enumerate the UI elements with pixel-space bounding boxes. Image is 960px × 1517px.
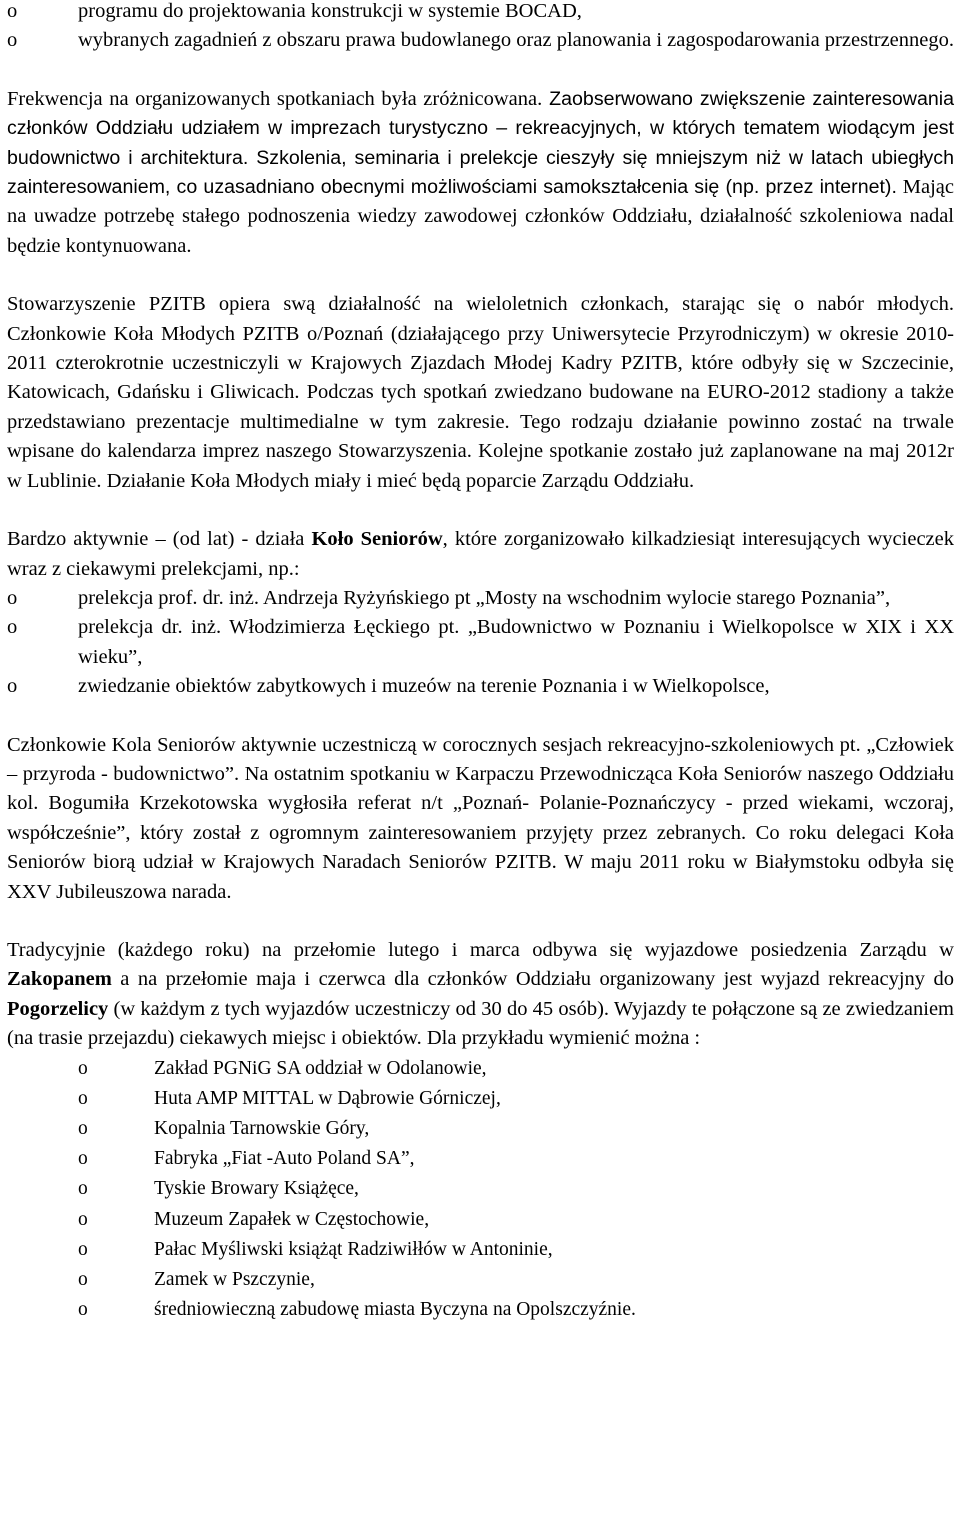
list-item: o Zamek w Pszczynie, <box>7 1265 954 1295</box>
places-bullet-list <box>7 1054 954 1326</box>
bullet-icon: o <box>7 0 18 22</box>
bullet-icon: o <box>78 1118 88 1139</box>
list-item: o Pałac Myśliwski książąt Radziwiłłów w Antoninie, <box>7 1235 954 1265</box>
list-item: o prelekcja dr. inż. Włodzimierza Łęckiego pt. „Budownictwo w Poznaniu i Wielkopolsce w XIX i XX wieku”, <box>7 613 954 672</box>
pogorzelica-label: Pogorzelicy <box>7 997 109 1020</box>
list-item: o wybranych zagadnień z obszaru prawa budowlanego oraz planowania i zagospodarowania przestrzennego. <box>7 26 954 55</box>
bullet-icon: o <box>7 675 18 698</box>
bullet-icon: o <box>7 29 18 52</box>
bullet-icon: o <box>78 1087 88 1109</box>
list-item: o Muzeum Zapałek w Częstochowie, <box>7 1205 954 1235</box>
paragraph-seniors-intro: Bardzo aktywnie – (od lat) - działa Koło Seniorów, które zorganizowało kilkadziesiąt interesujących wycieczek wraz z ciekawymi prelekcjami, np.: <box>7 528 954 580</box>
bullet-icon: o <box>78 1148 88 1170</box>
list-item: o średniowieczną zabudowę miasta Byczyna na Opolszczyźnie. <box>7 1295 954 1325</box>
list-item: o Kopalnia Tarnowskie Góry, <box>7 1114 954 1144</box>
bullet-icon: o <box>7 616 18 639</box>
list-item: o Fabryka „Fiat -Auto Poland SA”, <box>7 1144 954 1174</box>
bullet-icon: o <box>78 1299 88 1321</box>
bullet-icon: o <box>78 1178 88 1200</box>
list-item: o Huta AMP MITTAL w Dąbrowie Górniczej, <box>7 1084 954 1114</box>
bullet-icon: o <box>78 1057 88 1079</box>
paragraph-seniors-activity: Członkowie Kola Seniorów aktywnie uczestniczą w corocznych sesjach rekreacyjno-szkoleniowych pt. „Człowiek – przyroda - budownictwo”. Na ostatnim spotkaniu w Karpaczu Przewodnicząca Koła Seniorów naszego Oddziału kol. Bogumiła Krzekotowska wygłosiła referat n/t „Poznań- Polanie-Poznańczycy - przed wiekami, wczoraj, współcześnie”, który został z ogromnym zainteresowaniem przyjęty przez zebranych. Co roku delegaci Koła Seniorów biorą udział w Krajowych Naradach Seniorów PZITB. W maju 2011 roku w Białymstoku odbyła się XXV Jubileuszowa narada. <box>7 733 954 903</box>
top-bullet-list <box>7 0 954 56</box>
seniors-bullet-list <box>7 584 954 702</box>
list-item: o zwiedzanie obiektów zabytkowych i muzeów na terenie Poznania i w Wielkopolsce, <box>7 672 954 701</box>
list-item: o prelekcja prof. dr. inż. Andrzeja Ryżyńskiego pt „Mosty na wschodnim wylocie starego Poznania”, <box>7 584 954 613</box>
paragraph-young-members: Stowarzyszenie PZITB opiera swą działalność na wieloletnich członkach, starając się o nabór młodych. Członkowie Koła Młodych PZITB o/Poznań (działającego przy Uniwersytecie Przyrodniczym) w okresie 2010-2011 czterokrotnie uczestniczyli w Krajowych Zjazdach Młodej Kadry PZITB, które odbyły się w Szczecinie, Katowicach, Gdańsku i Gliwicach. Podczas tych spotkań zwiedzano budowane na EURO-2012 stadiony a także przedstawiano prezentacje multimedialne w tym zakresie. Tego rodzaju działanie powinno zostać na trwale wpisane do kalendarza imprez naszego Stowarzyszenia. Kolejne spotkanie zostało już zaplanowane na maj 2012r w Lublinie. Działanie Koła Młodych miały i mieć będą poparcie Zarządu Oddziału. <box>7 293 954 492</box>
list-item: o programu do projektowania konstrukcji w systemie BOCAD, <box>7 0 954 26</box>
zakopane-label: Zakopanem <box>7 968 112 991</box>
paragraph-trips: Tradycyjnie (każdego roku) na przełomie lutego i marca odbywa się wyjazdowe posiedzenia Zarządu w Zakopanem a na przełomie maja i czerwca dla członków Oddziału organizowany jest wyjazd rekreacyjny do Pogorzelicy (w każdym z tych wyjazdów uczestniczy od 30 do 45 osób). Wyjazdy te połączone są ze zwiedzaniem (na trasie przejazdu) ciekawych miejsc i obiektów. Dla przykładu wymienić można : <box>7 938 954 1050</box>
seniors-circle-name: Koło Seniorów <box>311 528 443 551</box>
list-item: o Zakład PGNiG SA oddział w Odolanowie, <box>7 1054 954 1084</box>
list-item: o Tyskie Browary Książęce, <box>7 1174 954 1204</box>
paragraph-attendance: Frekwencja na organizowanych spotkaniach była zróżnicowana. Zaobserwowano zwiększenie zainteresowania członków Oddziału udziałem w imprezach turystyczno – rekreacyjnych, w których tematem wiodącym jest budownictwo i architektura. Szkolenia, seminaria i prelekcje cieszyły się mniejszym niż w latach ubiegłych zainteresowaniem, co uzasadniano obecnymi możliwościami samokształcenia się (np. przez internet). Mając na uwadze potrzebę stałego podnoszenia wiedzy zawodowej członków Oddziału, działalność szkoleniowa nadal będzie kontynuowana. <box>7 87 955 257</box>
bullet-icon: o <box>78 1269 88 1291</box>
document-page <box>7 0 954 1325</box>
bullet-icon: o <box>7 586 18 609</box>
bullet-icon: o <box>78 1238 88 1260</box>
bullet-icon: o <box>78 1208 88 1230</box>
